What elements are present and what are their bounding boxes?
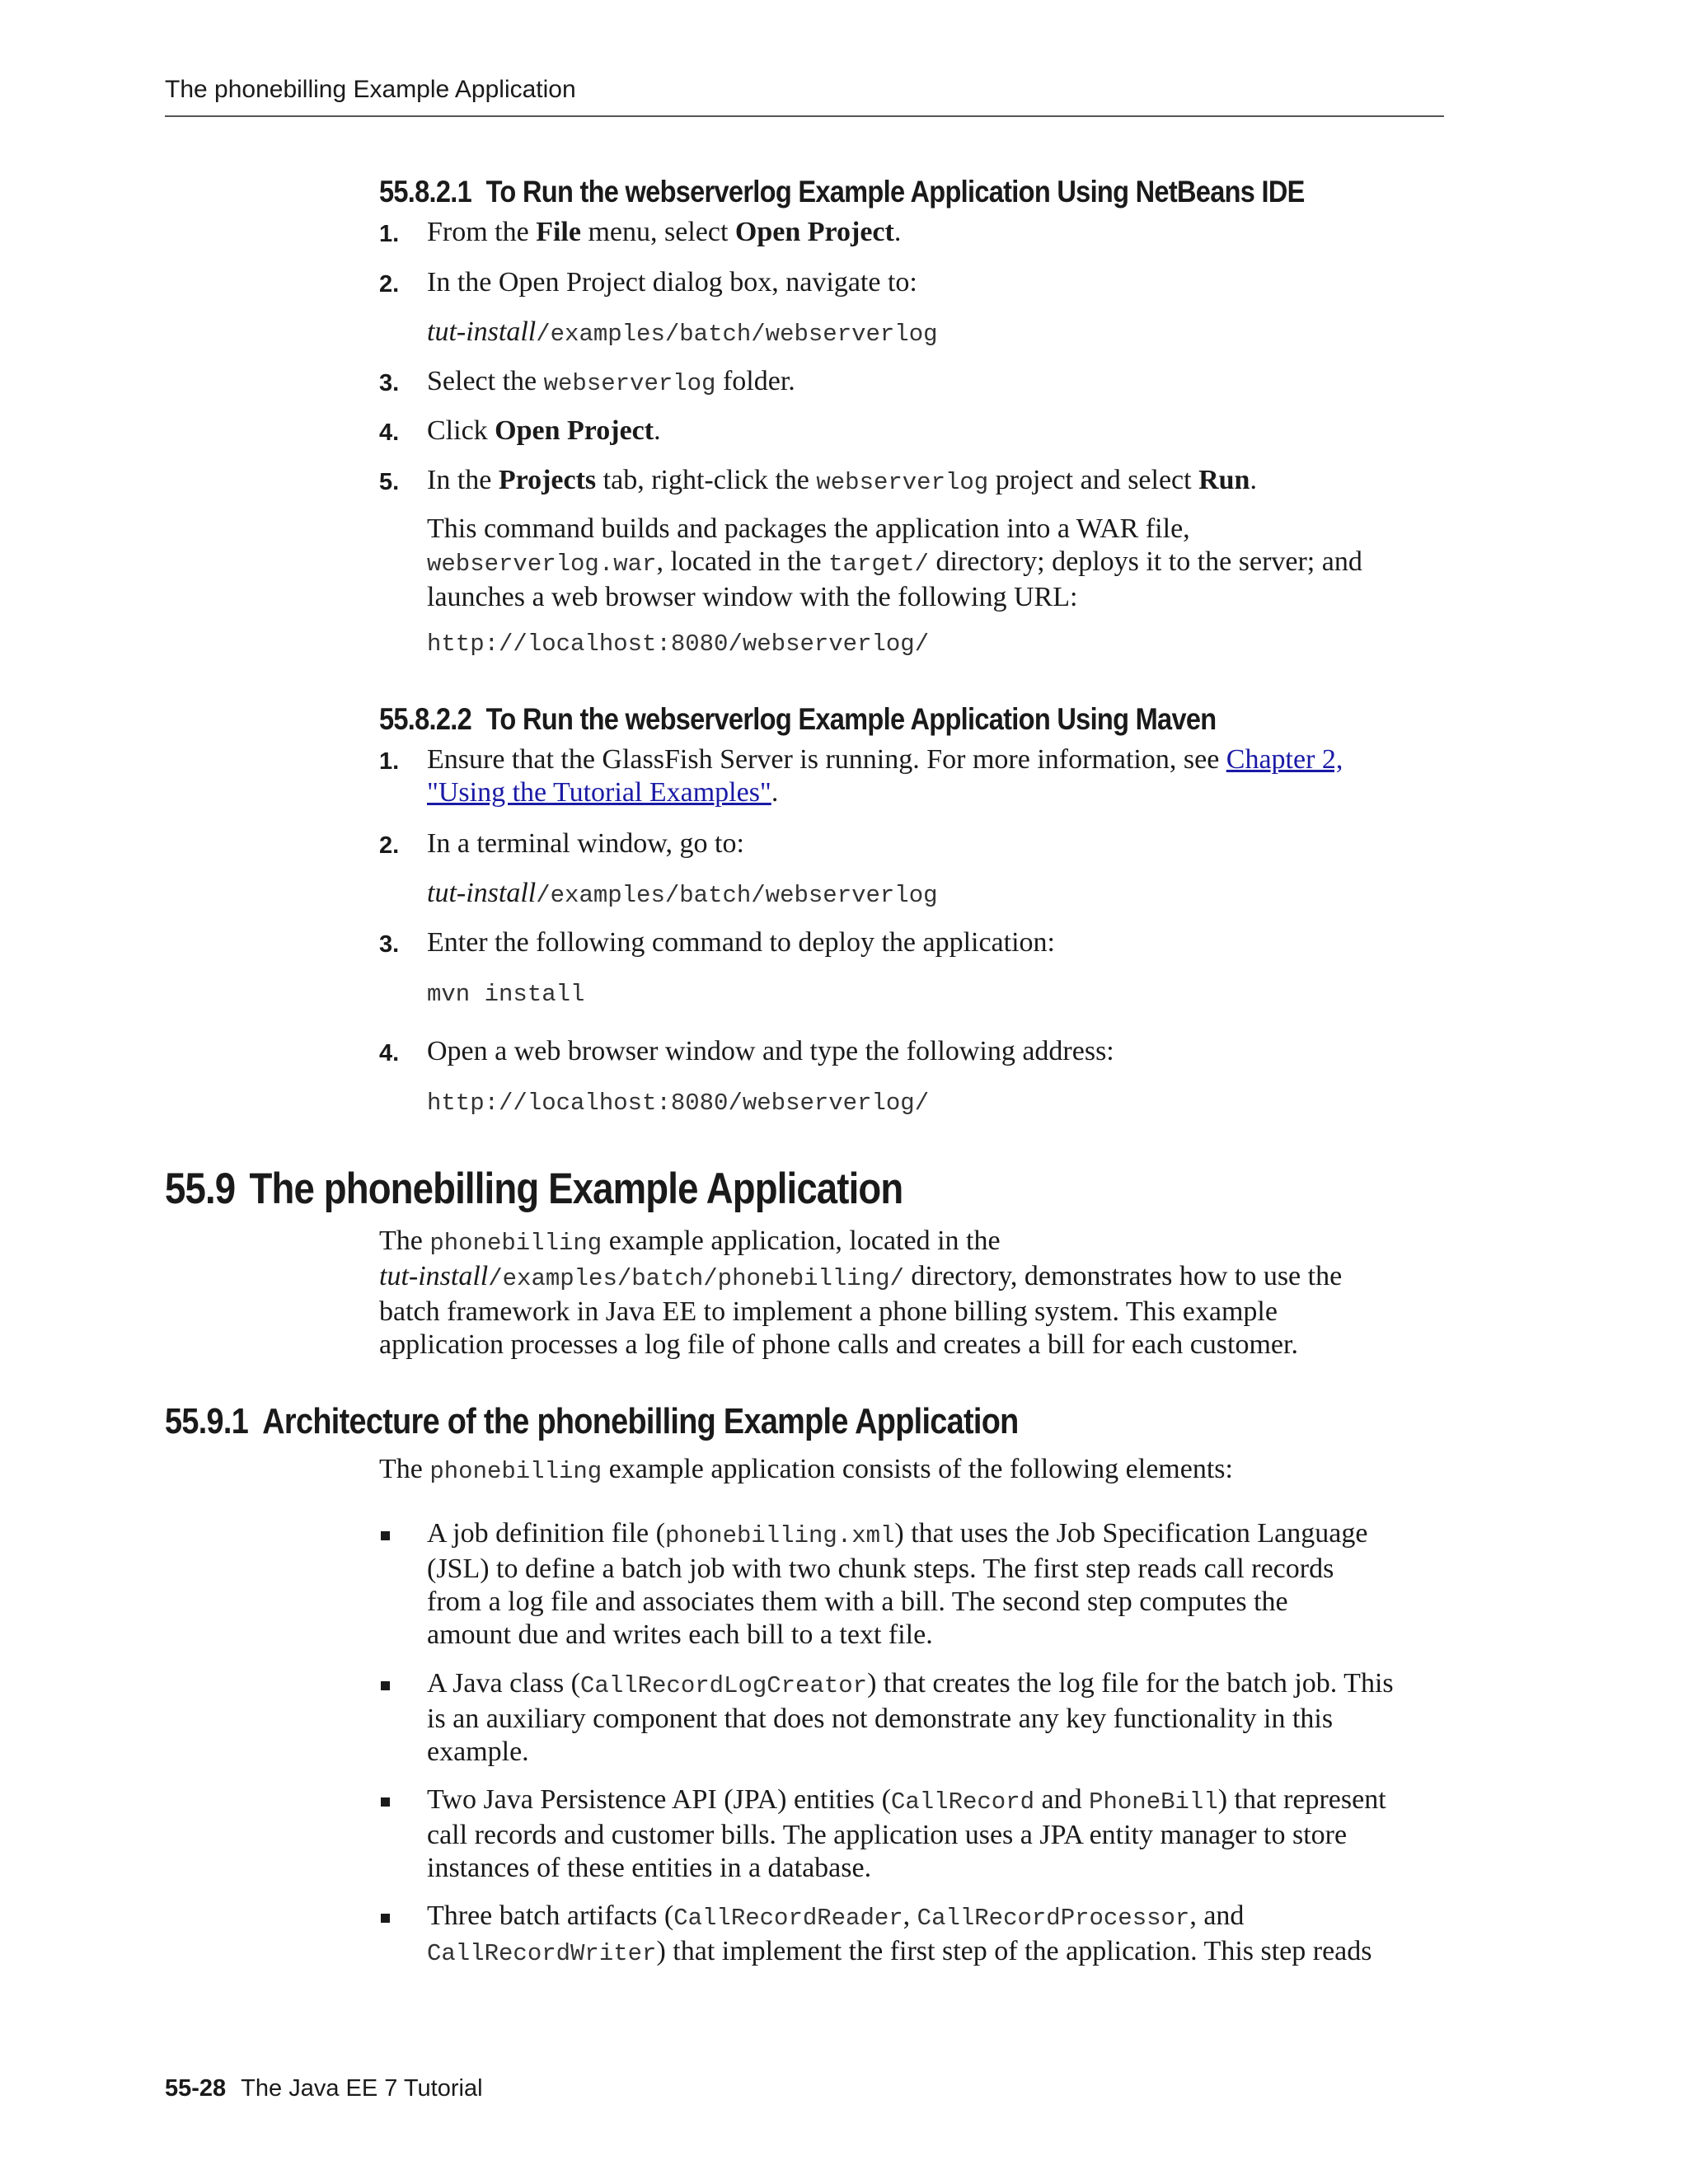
step-text: In the Open Project dialog box, navigate to:: [427, 267, 917, 298]
step-text: Open a web browser window and type the following address:: [427, 1036, 1114, 1066]
step-number: 1.: [379, 221, 400, 247]
list-item: A Java class (CallRecordLogCreator) that creates the log file for the batch job. This is an auxiliary component that does not demonstrate any key functionality in this example.: [427, 1668, 1394, 1767]
step-number: 2.: [379, 271, 400, 298]
running-header: The phonebilling Example Application: [165, 76, 576, 103]
step-number: 4.: [379, 1040, 400, 1066]
step-text: Ensure that the GlassFish Server is running. For more information, see Chapter 2, "Using the Tutorial Examples".: [427, 744, 1343, 808]
section-heading-55-8-2-2: [379, 702, 1216, 737]
section-title: The phonebilling Example Application: [249, 1165, 903, 1213]
step-number: 1.: [379, 748, 400, 775]
book-title: The Java EE 7 Tutorial: [241, 2075, 483, 2102]
section-title: To Run the webserverlog Example Application Using NetBeans IDE: [485, 175, 1305, 209]
section-heading-55-8-2-1: [379, 175, 1305, 209]
step-text: Click Open Project.: [427, 415, 661, 446]
step-number: 2.: [379, 832, 400, 859]
bullet-icon: [381, 1797, 390, 1807]
section-heading-55-9-1: [165, 1401, 1019, 1442]
step-text: In a terminal window, go to:: [427, 828, 744, 859]
bullet-icon: [381, 1681, 390, 1690]
step-text: From the File menu, select Open Project.: [427, 217, 902, 247]
paragraph: The phonebilling example application, located in the tut-install/examples/batch/phonebilling/ directory, demonstrates how to use the batch framework in Java EE to implement a phone billing system. This example application processes a log file of phone calls and creates a bill for each customer.: [379, 1226, 1343, 1360]
page-number: 55-28: [165, 2075, 227, 2102]
section-number: 55.9.1: [165, 1401, 249, 1441]
paragraph: This command builds and packages the application into a WAR file, webserverlog.war, located in the target/ directory; deploys it to the server; and launches a web browser window with the following URL:: [427, 513, 1362, 612]
page-footer: [165, 2075, 483, 2102]
step-text: Enter the following command to deploy the application:: [427, 927, 1055, 958]
list-item: A job definition file (phonebilling.xml) that uses the Job Specification Language (JSL) to define a batch job with two chunk steps. The first step reads call records from a log file and associates them with a bill. The second step computes the amount due and writes each bill to a text file.: [427, 1518, 1368, 1650]
list-item: Three batch artifacts (CallRecordReader, CallRecordProcessor, and CallRecordWriter) that implement the first step of the application. This step reads: [427, 1900, 1372, 1967]
step-number: 3.: [379, 931, 400, 958]
section-number: 55.8.2.2: [379, 702, 472, 736]
section-title: To Run the webserverlog Example Application Using Maven: [485, 702, 1217, 736]
path-text: tut-install/examples/batch/webserverlog: [427, 316, 938, 348]
using-tutorial-examples-link[interactable]: "Using the Tutorial Examples": [427, 777, 771, 808]
section-heading-55-9: [165, 1164, 903, 1214]
step-number: 4.: [379, 419, 400, 446]
chapter-2-link[interactable]: Chapter 2,: [1226, 744, 1343, 775]
section-title: Architecture of the phonebilling Example Application: [262, 1401, 1019, 1441]
code-block-url: http://localhost:8080/webserverlog/: [427, 630, 930, 658]
step-number: 5.: [379, 469, 400, 495]
step-number: 3.: [379, 370, 400, 396]
header-rule: [165, 115, 1444, 117]
section-number: 55.8.2.1: [379, 175, 472, 209]
step-text: In the Projects tab, right-click the webserverlog project and select Run.: [427, 465, 1257, 496]
step-text: Select the webserverlog folder.: [427, 366, 795, 397]
code-block-command: mvn install: [427, 981, 585, 1008]
code-block-url: http://localhost:8080/webserverlog/: [427, 1090, 930, 1117]
path-text: tut-install/examples/batch/webserverlog: [427, 878, 938, 909]
list-item: Two Java Persistence API (JPA) entities (CallRecord and PhoneBill) that represent call records and customer bills. The application uses a JPA entity manager to store instances of these entities in a database.: [427, 1784, 1386, 1883]
bullet-icon: [381, 1914, 390, 1923]
section-number: 55.9: [165, 1165, 236, 1213]
bullet-icon: [381, 1531, 390, 1540]
paragraph: The phonebilling example application consists of the following elements:: [379, 1454, 1233, 1485]
